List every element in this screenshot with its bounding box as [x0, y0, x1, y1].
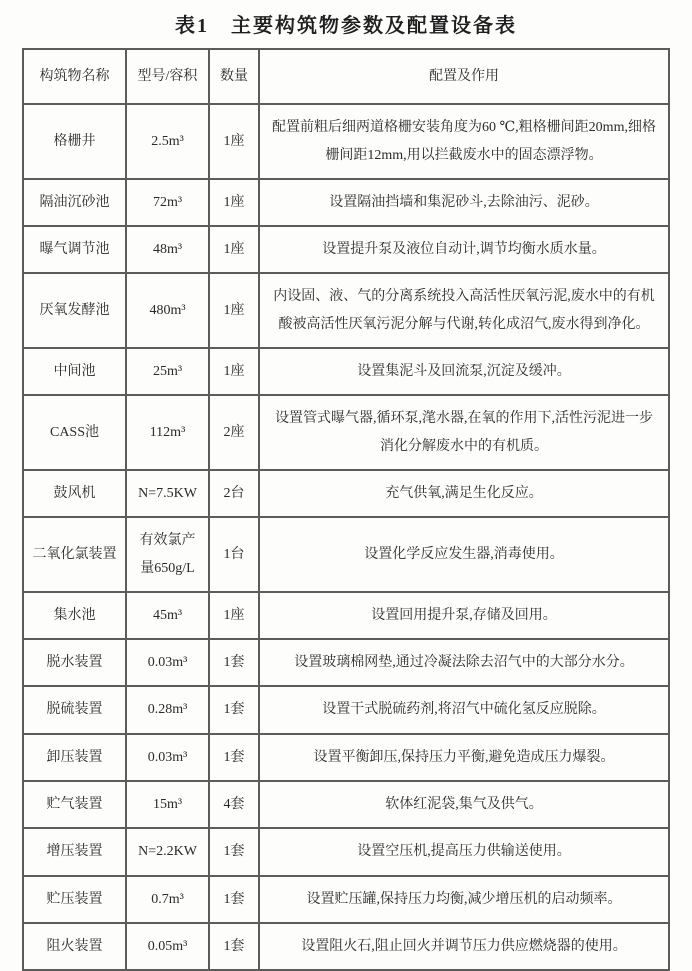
table-row [23, 179, 669, 226]
config-function-cell: 设置回用提升泵,存储及回用。 [259, 592, 669, 639]
config-function-cell: 设置干式脱硫药剂,将沼气中硫化氢反应脱除。 [259, 686, 669, 733]
model-volume-cell: 15m³ [126, 781, 209, 828]
model-volume-cell: 0.7m³ [126, 876, 209, 923]
model-volume-cell: 2.5m³ [126, 104, 209, 179]
table-row [23, 470, 669, 517]
structure-name-cell: 二氧化氯装置 [23, 517, 126, 592]
config-function-cell: 设置隔油挡墙和集泥砂斗,去除油污、泥砂。 [259, 179, 669, 226]
structure-name-cell: 脱水装置 [23, 639, 126, 686]
config-function-cell: 设置平衡卸压,保持压力平衡,避免造成压力爆裂。 [259, 734, 669, 781]
table-row [23, 923, 669, 970]
table-row [23, 828, 669, 875]
structure-name-cell: 增压装置 [23, 828, 126, 875]
table-row [23, 273, 669, 348]
table-header [23, 49, 669, 104]
header-structure-name: 构筑物名称 [23, 49, 126, 104]
structure-name-cell: 贮压装置 [23, 876, 126, 923]
config-function-cell: 设置集泥斗及回流泵,沉淀及缓冲。 [259, 348, 669, 395]
config-function-cell: 设置化学反应发生器,消毒使用。 [259, 517, 669, 592]
structure-name-cell: 鼓风机 [23, 470, 126, 517]
header-quantity: 数量 [209, 49, 259, 104]
quantity-cell: 1座 [209, 226, 259, 273]
quantity-cell: 2台 [209, 470, 259, 517]
structure-name-cell: 贮气装置 [23, 781, 126, 828]
quantity-cell: 1座 [209, 592, 259, 639]
model-volume-cell: 0.03m³ [126, 734, 209, 781]
model-volume-cell: 0.28m³ [126, 686, 209, 733]
header-row [23, 49, 669, 104]
table-row [23, 517, 669, 592]
table-row [23, 226, 669, 273]
config-function-cell: 软体红泥袋,集气及供气。 [259, 781, 669, 828]
table-row [23, 781, 669, 828]
structure-name-cell: 中间池 [23, 348, 126, 395]
structures-spec-table [22, 48, 670, 971]
quantity-cell: 1套 [209, 923, 259, 970]
model-volume-cell: 0.03m³ [126, 639, 209, 686]
table-row [23, 686, 669, 733]
quantity-cell: 2座 [209, 395, 259, 470]
config-function-cell: 内设固、液、气的分离系统投入高活性厌氧污泥,废水中的有机酸被高活性厌氧污泥分解与代谢,转化成沼气,废水得到净化。 [259, 273, 669, 348]
table-row [23, 592, 669, 639]
quantity-cell: 1台 [209, 517, 259, 592]
structure-name-cell: 脱硫装置 [23, 686, 126, 733]
config-function-cell: 设置空压机,提高压力供输送使用。 [259, 828, 669, 875]
model-volume-cell: 112m³ [126, 395, 209, 470]
header-model-volume: 型号/容积 [126, 49, 209, 104]
quantity-cell: 1套 [209, 734, 259, 781]
config-function-cell: 设置贮压罐,保持压力均衡,减少增压机的启动频率。 [259, 876, 669, 923]
structure-name-cell: 隔油沉砂池 [23, 179, 126, 226]
config-function-cell: 充气供氧,满足生化反应。 [259, 470, 669, 517]
quantity-cell: 1座 [209, 348, 259, 395]
model-volume-cell: 25m³ [126, 348, 209, 395]
config-function-cell: 设置玻璃棉网垫,通过冷凝法除去沼气中的大部分水分。 [259, 639, 669, 686]
quantity-cell: 1座 [209, 179, 259, 226]
table-row [23, 395, 669, 470]
quantity-cell: 1套 [209, 639, 259, 686]
config-function-cell: 配置前粗后细两道格栅安装角度为60 ℃,粗格栅间距20mm,细格栅间距12mm,用以拦截废水中的固态漂浮物。 [259, 104, 669, 179]
structure-name-cell: 阻火装置 [23, 923, 126, 970]
model-volume-cell: 72m³ [126, 179, 209, 226]
config-function-cell: 设置阻火石,阻止回火并调节压力供应燃烧器的使用。 [259, 923, 669, 970]
table-row [23, 104, 669, 179]
table-row [23, 876, 669, 923]
quantity-cell: 1套 [209, 876, 259, 923]
table-row [23, 734, 669, 781]
structure-name-cell: CASS池 [23, 395, 126, 470]
quantity-cell: 1座 [209, 104, 259, 179]
table-body [23, 104, 669, 970]
structure-name-cell: 厌氧发酵池 [23, 273, 126, 348]
model-volume-cell: 有效氯产量650g/L [126, 517, 209, 592]
structure-name-cell: 曝气调节池 [23, 226, 126, 273]
header-config-function: 配置及作用 [259, 49, 669, 104]
model-volume-cell: 45m³ [126, 592, 209, 639]
quantity-cell: 4套 [209, 781, 259, 828]
quantity-cell: 1套 [209, 828, 259, 875]
model-volume-cell: 48m³ [126, 226, 209, 273]
table-row [23, 348, 669, 395]
config-function-cell: 设置管式曝气器,循环泵,滗水器,在氧的作用下,活性污泥进一步消化分解废水中的有机质。 [259, 395, 669, 470]
model-volume-cell: 0.05m³ [126, 923, 209, 970]
model-volume-cell: 480m³ [126, 273, 209, 348]
quantity-cell: 1套 [209, 686, 259, 733]
page-title: 表1 主要构筑物参数及配置设备表 [175, 15, 517, 37]
structure-name-cell: 格栅井 [23, 104, 126, 179]
structure-name-cell: 集水池 [23, 592, 126, 639]
table-row [23, 639, 669, 686]
model-volume-cell: N=7.5KW [126, 470, 209, 517]
structure-name-cell: 卸压装置 [23, 734, 126, 781]
model-volume-cell: N=2.2KW [126, 828, 209, 875]
quantity-cell: 1座 [209, 273, 259, 348]
config-function-cell: 设置提升泵及液位自动计,调节均衡水质水量。 [259, 226, 669, 273]
